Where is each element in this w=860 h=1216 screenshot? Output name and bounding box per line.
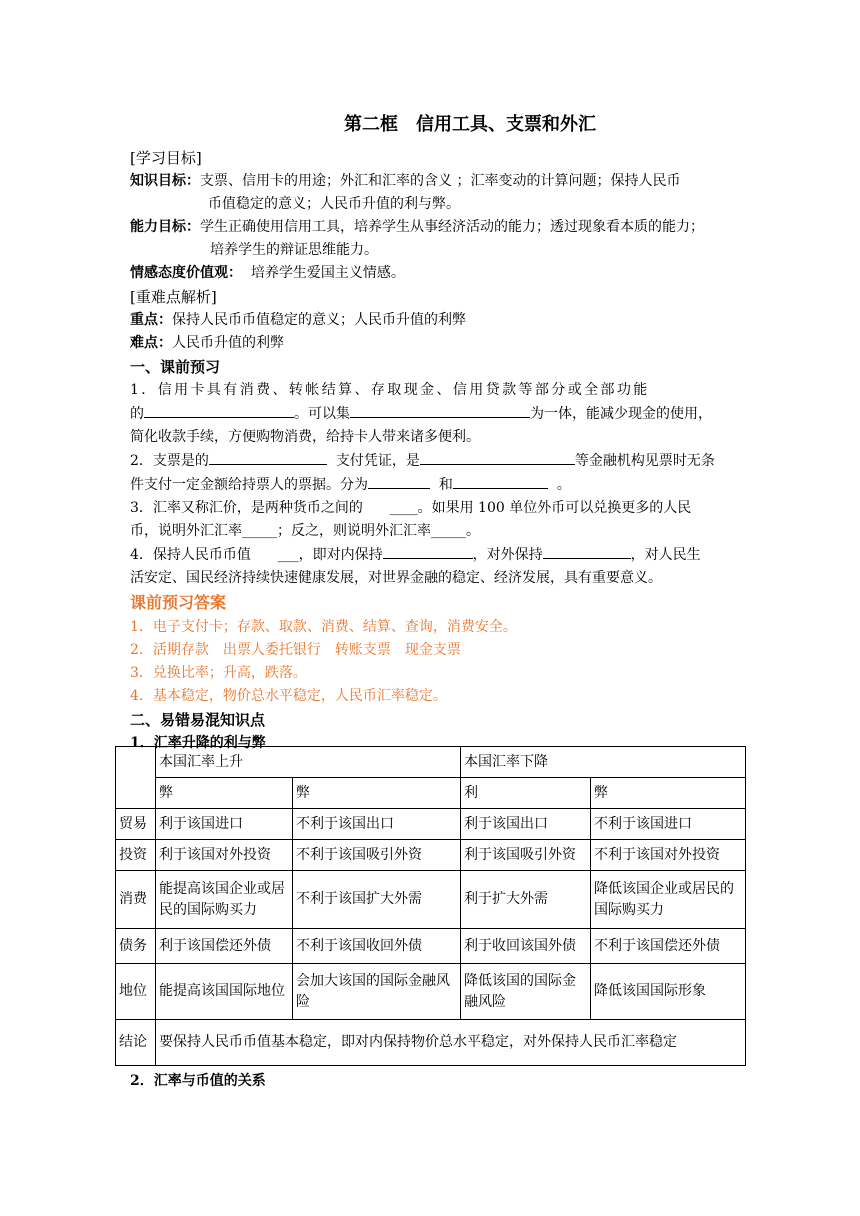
q1-text-b: 的 [130,406,144,422]
q2-text-f: 。 [556,477,571,493]
q2-blank-1 [209,449,327,465]
question-4 [130,543,730,590]
table-cell: 利于该国出口 [461,809,591,840]
table-cell: 利于收回该国外债 [461,929,591,964]
table-cell: 能提高该国国际地位 [156,964,293,1020]
subsection-1-heading: 1．汇率升降的利与弊 [130,735,266,751]
key-text: 保持人民币币值稳定的意义；人民币升值的利弊 [172,312,466,328]
answers-heading: 课前预习答案 [130,593,227,612]
table-cell: 降低该国的国际金融风险 [461,964,591,1020]
difficult-label: 难点： [130,335,172,351]
q4-text-d: ，对人民生 [630,547,701,563]
q4-text-a: 4．保持人民币币值 [130,547,251,563]
objectives-heading: [学习目标] [130,149,202,167]
document-body [130,110,730,755]
question-2 [130,449,730,497]
q4-blank-1 [383,543,473,559]
table-cell: 利于扩大外需 [461,871,591,929]
answer-2: 2．活期存款 出票人委托银行 转账支票 现金支票 [130,642,461,658]
q2-text-c: 等金融机构见票时无条 [574,453,715,469]
section2-heading: 二、易错易混知识点 [130,711,266,729]
q4-blank-2 [543,543,631,559]
q1-blank-2 [350,402,530,418]
q3-text-a: 3．汇率又称汇价，是两种货币之间的 [130,500,363,516]
table-row [116,871,746,929]
table-cell: 不利于该国对外投资 [591,840,746,871]
q2-blank-2 [420,449,575,465]
table-cell: 不利于该国吸引外资 [293,840,461,871]
ability-objective [130,216,730,239]
q3-text-b: ____。如果用 100 单位外币可以兑换更多的人民 [389,500,692,516]
answer-1: 1．电子支付卡；存款、取款、消费、结算、查询，消费安全。 [130,619,517,635]
header-rate-fall: 本国汇率下降 [461,747,746,778]
ability-line2: 培养学生的辩证思维能力。 [210,242,378,258]
emotion-text: 培养学生爱国主义情感。 [250,265,405,281]
ability-line1: 学生正确使用信用工具，培养学生从事经济活动的能力；透过现象看本质的能力； [200,219,704,235]
table-cell: 能提高该国企业或居民的国际购买力 [156,871,293,929]
row-label: 投资 [116,840,156,871]
table-conclusion-row [116,1020,746,1066]
table-header-row [116,747,746,778]
table-row [116,964,746,1020]
table-corner-cell [116,747,156,809]
table-cell: 利于该国对外投资 [156,840,293,871]
question-1 [130,379,730,449]
q4-line2: 活安定、国民经济持续快速健康发展，对世界金融的稳定、经济发展，具有重要意义。 [130,570,662,586]
knowledge-label: 知识目标： [130,173,200,189]
q1-line2 [130,402,730,426]
table-row [116,929,746,964]
knowledge-objective [130,170,730,193]
row-label: 结论 [116,1020,156,1066]
q4-text-c: ，对外保持 [472,547,543,563]
header-rate-rise: 本国汇率上升 [156,747,461,778]
subheader-cell: 弊 [156,778,293,809]
q2-line2 [130,473,730,497]
subheader-cell: 弊 [591,778,746,809]
table-cell: 不利于该国出口 [293,809,461,840]
table-cell: 不利于该国偿还外债 [591,929,746,964]
q1-line3: 简化收款手续，方便购物消费，给持卡人带来诸多便利。 [130,429,480,445]
table-cell: 利于该国吸引外资 [461,840,591,871]
q2-blank-3 [368,473,430,489]
answer-3: 3．兑换比率；升高，跌落。 [130,665,307,681]
exchange-rate-table [115,746,746,1066]
question-3 [130,497,730,543]
row-label: 贸易 [116,809,156,840]
q3-line2: 币，说明外汇汇率_____；反之，则说明外汇汇率_____。 [130,523,480,539]
knowledge-line1: 支票、信用卡的用途；外汇和汇率的含义 ；汇率变动的计算问题；保持人民币 [200,173,681,189]
ability-label: 能力目标： [130,219,200,235]
q1-blank-1 [144,402,294,418]
table-subheader-row [116,778,746,809]
subheader-cell: 弊 [293,778,461,809]
q4-line1 [130,543,730,567]
table-cell: 不利于该国收回外债 [293,929,461,964]
q1-line1: 1．信用卡具有消费、转帐结算、存取现金、信用贷款等部分或全部功能 [130,382,650,398]
q1-text-c: 。可以集 [294,406,350,422]
subheader-cell: 利 [461,778,591,809]
q2-blank-4 [453,473,548,489]
q4-text-b: ___，即对内保持 [277,547,383,563]
difficult-text: 人民币升值的利弊 [172,335,284,351]
knowledge-line2: 币值稳定的意义；人民币升值的利与弊。 [208,196,460,212]
row-label: 地位 [116,964,156,1020]
q2-text-b: 支付凭证，是 [335,453,420,469]
answer-4: 4．基本稳定，物价总水平稳定，人民币汇率稳定。 [130,688,447,704]
table-cell: 会加大该国的国际金融风险 [293,964,461,1020]
table-cell: 降低该国企业或居民的国际购买力 [591,871,746,929]
subsection-2-heading: 2．汇率与币值的关系 [130,1073,266,1089]
section1-heading: 一、课前预习 [130,358,221,376]
page-title: 第二框 信用工具、支票和外汇 [344,114,596,135]
table-cell: 降低该国国际形象 [591,964,746,1020]
table-cell: 利于该国进口 [156,809,293,840]
table-cell: 不利于该国扩大外需 [293,871,461,929]
row-label: 债务 [116,929,156,964]
q2-text-e: 和 [438,477,453,493]
table-cell: 利于该国偿还外债 [156,929,293,964]
key-label: 重点： [130,312,172,328]
table-row [116,840,746,871]
key-point [130,309,730,332]
difficult-point [130,332,730,355]
row-label: 消费 [116,871,156,929]
q2-line1 [130,449,730,473]
conclusion-cell: 要保持人民币币值基本稳定，即对内保持物价总水平稳定，对外保持人民币汇率稳定 [156,1020,746,1066]
q3-line1 [130,497,730,520]
table-row [116,809,746,840]
emotion-label: 情感态度价值观： [130,265,242,281]
emotion-objective [130,262,730,285]
q2-text-d: 件支付一定金额给持票人的票据。分为 [130,477,368,493]
keypoints-heading: [重难点解析] [130,288,217,306]
table-cell: 不利于该国进口 [591,809,746,840]
q1-text-d: 为一体，能减少现金的使用， [530,406,712,422]
q2-text-a: 2．支票是的 [130,453,209,469]
